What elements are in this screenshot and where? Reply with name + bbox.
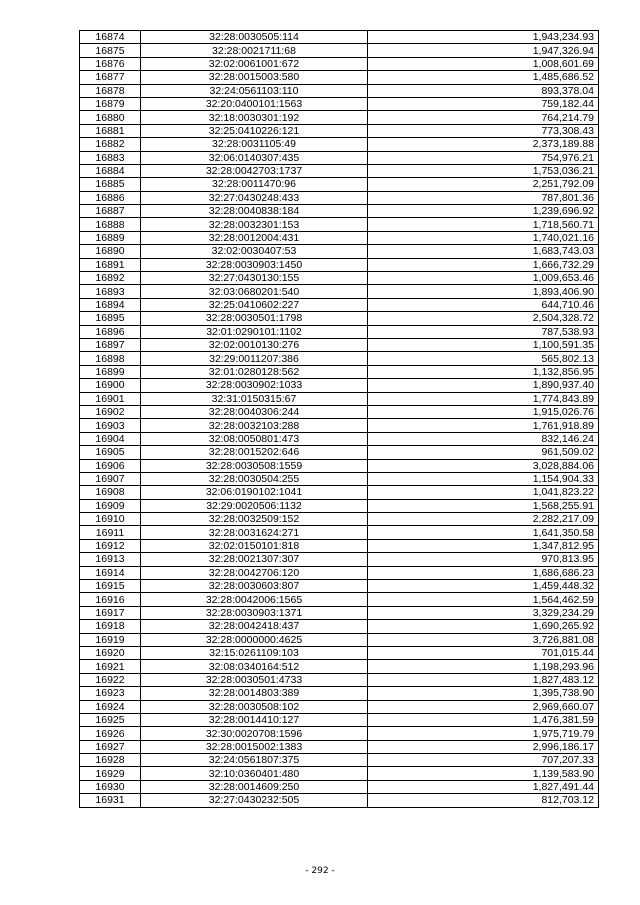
value-cell: 893,378.04 (368, 84, 599, 97)
value-cell: 1,827,491.44 (368, 780, 599, 793)
value-cell: 1,975,719.79 (368, 727, 599, 740)
cadastral-number-cell: 32:28:0032103:288 (141, 419, 368, 432)
row-number-cell: 16911 (80, 526, 141, 539)
row-number-cell: 16897 (80, 338, 141, 351)
value-cell: 787,538.93 (368, 325, 599, 338)
table-row (80, 352, 599, 365)
value-cell: 565,802.13 (368, 352, 599, 365)
cadastral-number-cell: 32:31:0150315:67 (141, 392, 368, 405)
table-row (80, 298, 599, 311)
value-cell: 2,996,186.17 (368, 740, 599, 753)
cadastral-number-cell: 32:28:0031105:49 (141, 138, 368, 151)
table-row (80, 231, 599, 244)
row-number-cell: 16905 (80, 446, 141, 459)
value-cell: 787,801.36 (368, 191, 599, 204)
row-number-cell: 16886 (80, 191, 141, 204)
value-cell: 1,641,350.58 (368, 526, 599, 539)
cadastral-number-cell: 32:28:0032301:153 (141, 218, 368, 231)
value-cell: 1,139,583.90 (368, 767, 599, 780)
cadastral-number-cell: 32:06:0190102:1041 (141, 486, 368, 499)
table-row (80, 338, 599, 351)
cadastral-number-cell: 32:28:0015003:580 (141, 71, 368, 84)
table-row (80, 580, 599, 593)
cadastral-number-cell: 32:28:0021307:307 (141, 553, 368, 566)
value-cell: 3,726,881.08 (368, 633, 599, 646)
row-number-cell: 16903 (80, 419, 141, 432)
table-row (80, 405, 599, 418)
row-number-cell: 16924 (80, 700, 141, 713)
cadastral-number-cell: 32:02:0150101:818 (141, 539, 368, 552)
row-number-cell: 16920 (80, 646, 141, 659)
value-cell: 1,718,560.71 (368, 218, 599, 231)
row-number-cell: 16889 (80, 231, 141, 244)
value-cell: 1,100,591.35 (368, 338, 599, 351)
row-number-cell: 16895 (80, 312, 141, 325)
row-number-cell: 16925 (80, 713, 141, 726)
cadastral-number-cell: 32:24:0561807:375 (141, 754, 368, 767)
table-row (80, 111, 599, 124)
table-row (80, 97, 599, 110)
row-number-cell: 16894 (80, 298, 141, 311)
table-row (80, 459, 599, 472)
table-row (80, 432, 599, 445)
table-row (80, 178, 599, 191)
table-row (80, 713, 599, 726)
row-number-cell: 16890 (80, 245, 141, 258)
value-cell: 759,182.44 (368, 97, 599, 110)
cadastral-number-cell: 32:28:0030505:114 (141, 31, 368, 44)
row-number-cell: 16887 (80, 205, 141, 218)
cadastral-number-cell: 32:28:0012004:431 (141, 231, 368, 244)
row-number-cell: 16910 (80, 513, 141, 526)
row-number-cell: 16893 (80, 285, 141, 298)
table-row (80, 272, 599, 285)
value-cell: 1,564,462.59 (368, 593, 599, 606)
table-row (80, 472, 599, 485)
table-row (80, 258, 599, 271)
value-cell: 1,753,036.21 (368, 164, 599, 177)
value-cell: 1,132,856.95 (368, 365, 599, 378)
row-number-cell: 16881 (80, 124, 141, 137)
cadastral-number-cell: 32:28:0040838:184 (141, 205, 368, 218)
row-number-cell: 16877 (80, 71, 141, 84)
row-number-cell: 16883 (80, 151, 141, 164)
table-row (80, 71, 599, 84)
page-number: - 292 - (305, 866, 335, 876)
row-number-cell: 16904 (80, 432, 141, 445)
value-cell: 1,198,293.96 (368, 660, 599, 673)
cadastral-number-cell: 32:02:0010130:276 (141, 338, 368, 351)
cadastral-number-cell: 32:20:0400101:1563 (141, 97, 368, 110)
table-row (80, 285, 599, 298)
row-number-cell: 16914 (80, 566, 141, 579)
row-number-cell: 16917 (80, 606, 141, 619)
value-cell: 1,761,918.89 (368, 419, 599, 432)
cadastral-number-cell: 32:28:0030902:1033 (141, 379, 368, 392)
cadastral-number-cell: 32:25:0410602:227 (141, 298, 368, 311)
row-number-cell: 16907 (80, 472, 141, 485)
table-row (80, 164, 599, 177)
table-row (80, 205, 599, 218)
value-cell: 1,009,653.46 (368, 272, 599, 285)
value-cell: 1,947,326.94 (368, 44, 599, 57)
table-row (80, 566, 599, 579)
table-row (80, 84, 599, 97)
cadastral-number-cell: 32:28:0031624:271 (141, 526, 368, 539)
table-row (80, 379, 599, 392)
row-number-cell: 16931 (80, 794, 141, 807)
value-cell: 1,690,265.92 (368, 620, 599, 633)
cadastral-number-cell: 32:08:0050801:473 (141, 432, 368, 445)
row-number-cell: 16885 (80, 178, 141, 191)
value-cell: 2,251,792.09 (368, 178, 599, 191)
row-number-cell: 16875 (80, 44, 141, 57)
table-row (80, 673, 599, 686)
table-row (80, 124, 599, 137)
cadastral-number-cell: 32:28:0030501:4733 (141, 673, 368, 686)
cadastral-number-cell: 32:01:0290101:1102 (141, 325, 368, 338)
value-cell: 754,976.21 (368, 151, 599, 164)
value-cell: 1,774,843.89 (368, 392, 599, 405)
value-cell: 1,459,448.32 (368, 580, 599, 593)
table-row (80, 245, 599, 258)
table-row (80, 138, 599, 151)
value-cell: 2,373,189.88 (368, 138, 599, 151)
table-row (80, 486, 599, 499)
value-cell: 2,282,217.09 (368, 513, 599, 526)
table-row (80, 700, 599, 713)
value-cell: 1,740,021.16 (368, 231, 599, 244)
value-cell: 812,703.12 (368, 794, 599, 807)
value-cell: 701,015.44 (368, 646, 599, 659)
cadastral-number-cell: 32:27:0430248:433 (141, 191, 368, 204)
cadastral-number-cell: 32:28:0000000:4625 (141, 633, 368, 646)
cadastral-number-cell: 32:15:0261109:103 (141, 646, 368, 659)
cadastral-number-cell: 32:25:0410226:121 (141, 124, 368, 137)
value-cell: 1,666,732.29 (368, 258, 599, 271)
cadastral-number-cell: 32:08:0340164:512 (141, 660, 368, 673)
cadastral-number-cell: 32:28:0014803:389 (141, 687, 368, 700)
value-cell: 1,347,812.95 (368, 539, 599, 552)
table-row (80, 392, 599, 405)
row-number-cell: 16892 (80, 272, 141, 285)
value-cell: 773,308.43 (368, 124, 599, 137)
cadastral-number-cell: 32:28:0030508:1559 (141, 459, 368, 472)
value-cell: 1,827,483.12 (368, 673, 599, 686)
row-number-cell: 16923 (80, 687, 141, 700)
cadastral-number-cell: 32:27:0430232:505 (141, 794, 368, 807)
row-number-cell: 16902 (80, 405, 141, 418)
table-row (80, 660, 599, 673)
cadastral-number-cell: 32:28:0015002:1383 (141, 740, 368, 753)
cadastral-number-cell: 32:24:0561103:110 (141, 84, 368, 97)
row-number-cell: 16882 (80, 138, 141, 151)
table-row (80, 646, 599, 659)
row-number-cell: 16874 (80, 31, 141, 44)
table-row (80, 31, 599, 44)
row-number-cell: 16930 (80, 780, 141, 793)
row-number-cell: 16922 (80, 673, 141, 686)
cadastral-number-cell: 32:30:0020708:1596 (141, 727, 368, 740)
table-row (80, 740, 599, 753)
table-row (80, 312, 599, 325)
value-cell: 707,207.33 (368, 754, 599, 767)
value-cell: 3,028,884.06 (368, 459, 599, 472)
cadastral-number-cell: 32:01:0280128:562 (141, 365, 368, 378)
value-cell: 1,476,381.59 (368, 713, 599, 726)
table-row (80, 526, 599, 539)
value-cell: 2,504,328.72 (368, 312, 599, 325)
row-number-cell: 16913 (80, 553, 141, 566)
cadastral-number-cell: 32:28:0011470:96 (141, 178, 368, 191)
row-number-cell: 16880 (80, 111, 141, 124)
cadastral-number-cell: 32:29:0011207:386 (141, 352, 368, 365)
value-cell: 1,686,686.23 (368, 566, 599, 579)
table-row (80, 754, 599, 767)
value-cell: 3,329,234.29 (368, 606, 599, 619)
row-number-cell: 16929 (80, 767, 141, 780)
table-row (80, 794, 599, 807)
table-body (80, 31, 599, 808)
row-number-cell: 16921 (80, 660, 141, 673)
value-cell: 644,710.46 (368, 298, 599, 311)
value-cell: 1,041,823.22 (368, 486, 599, 499)
row-number-cell: 16899 (80, 365, 141, 378)
cadastral-number-cell: 32:28:0014609:250 (141, 780, 368, 793)
row-number-cell: 16928 (80, 754, 141, 767)
row-number-cell: 16888 (80, 218, 141, 231)
value-cell: 2,969,660.07 (368, 700, 599, 713)
cadastral-number-cell: 32:28:0014410:127 (141, 713, 368, 726)
cadastral-number-cell: 32:06:0140307:435 (141, 151, 368, 164)
row-number-cell: 16898 (80, 352, 141, 365)
value-cell: 970,813.95 (368, 553, 599, 566)
row-number-cell: 16908 (80, 486, 141, 499)
table-row (80, 513, 599, 526)
table-row (80, 727, 599, 740)
row-number-cell: 16900 (80, 379, 141, 392)
value-cell: 764,214.79 (368, 111, 599, 124)
table-row (80, 633, 599, 646)
table-row (80, 218, 599, 231)
row-number-cell: 16906 (80, 459, 141, 472)
cadastral-number-cell: 32:18:0030301:192 (141, 111, 368, 124)
value-cell: 1,890,937.40 (368, 379, 599, 392)
table-row (80, 191, 599, 204)
table-row (80, 687, 599, 700)
cadastral-number-cell: 32:28:0030508:102 (141, 700, 368, 713)
table-row (80, 780, 599, 793)
cadastral-number-cell: 32:28:0042703:1737 (141, 164, 368, 177)
row-number-cell: 16927 (80, 740, 141, 753)
cadastral-number-cell: 32:28:0015202:646 (141, 446, 368, 459)
value-cell: 1,915,026.76 (368, 405, 599, 418)
table-row (80, 57, 599, 70)
table-row (80, 325, 599, 338)
value-cell: 961,509.02 (368, 446, 599, 459)
row-number-cell: 16919 (80, 633, 141, 646)
row-number-cell: 16909 (80, 499, 141, 512)
value-cell: 1,008,601.69 (368, 57, 599, 70)
cadastral-number-cell: 32:02:0061001:672 (141, 57, 368, 70)
row-number-cell: 16878 (80, 84, 141, 97)
value-cell: 1,239,696.92 (368, 205, 599, 218)
cadastral-number-cell: 32:28:0042006:1565 (141, 593, 368, 606)
cadastral-number-cell: 32:10:0360401:480 (141, 767, 368, 780)
table-row (80, 606, 599, 619)
cadastral-number-cell: 32:28:0030501:1798 (141, 312, 368, 325)
cadastral-number-cell: 32:28:0030504:255 (141, 472, 368, 485)
value-cell: 1,683,743.03 (368, 245, 599, 258)
table-row (80, 499, 599, 512)
row-number-cell: 16918 (80, 620, 141, 633)
table-row (80, 553, 599, 566)
cadastral-number-cell: 32:27:0430130:155 (141, 272, 368, 285)
cadastral-number-cell: 32:28:0030903:1450 (141, 258, 368, 271)
cadastral-number-cell: 32:28:0021711:68 (141, 44, 368, 57)
row-number-cell: 16891 (80, 258, 141, 271)
value-cell: 1,568,255.91 (368, 499, 599, 512)
table-row (80, 767, 599, 780)
cadastral-number-cell: 32:28:0030603:807 (141, 580, 368, 593)
value-cell: 1,395,738.90 (368, 687, 599, 700)
data-table (79, 30, 599, 808)
table-row (80, 151, 599, 164)
row-number-cell: 16896 (80, 325, 141, 338)
cadastral-number-cell: 32:28:0030903:1371 (141, 606, 368, 619)
row-number-cell: 16915 (80, 580, 141, 593)
row-number-cell: 16901 (80, 392, 141, 405)
row-number-cell: 16912 (80, 539, 141, 552)
table-row (80, 446, 599, 459)
table-row (80, 419, 599, 432)
cadastral-number-cell: 32:28:0042706:120 (141, 566, 368, 579)
cadastral-number-cell: 32:28:0040306:244 (141, 405, 368, 418)
cadastral-number-cell: 32:02:0030407:53 (141, 245, 368, 258)
value-cell: 1,154,904.33 (368, 472, 599, 485)
cadastral-number-cell: 32:28:0042418:437 (141, 620, 368, 633)
value-cell: 832,146.24 (368, 432, 599, 445)
cadastral-number-cell: 32:03:0680201:540 (141, 285, 368, 298)
row-number-cell: 16926 (80, 727, 141, 740)
row-number-cell: 16916 (80, 593, 141, 606)
table-row (80, 44, 599, 57)
table-row (80, 620, 599, 633)
value-cell: 1,893,406.90 (368, 285, 599, 298)
row-number-cell: 16879 (80, 97, 141, 110)
table-row (80, 593, 599, 606)
row-number-cell: 16884 (80, 164, 141, 177)
cadastral-number-cell: 32:28:0032509:152 (141, 513, 368, 526)
table-row (80, 365, 599, 378)
cadastral-number-cell: 32:29:0020506:1132 (141, 499, 368, 512)
value-cell: 1,943,234.93 (368, 31, 599, 44)
table-row (80, 539, 599, 552)
row-number-cell: 16876 (80, 57, 141, 70)
value-cell: 1,485,686.52 (368, 71, 599, 84)
